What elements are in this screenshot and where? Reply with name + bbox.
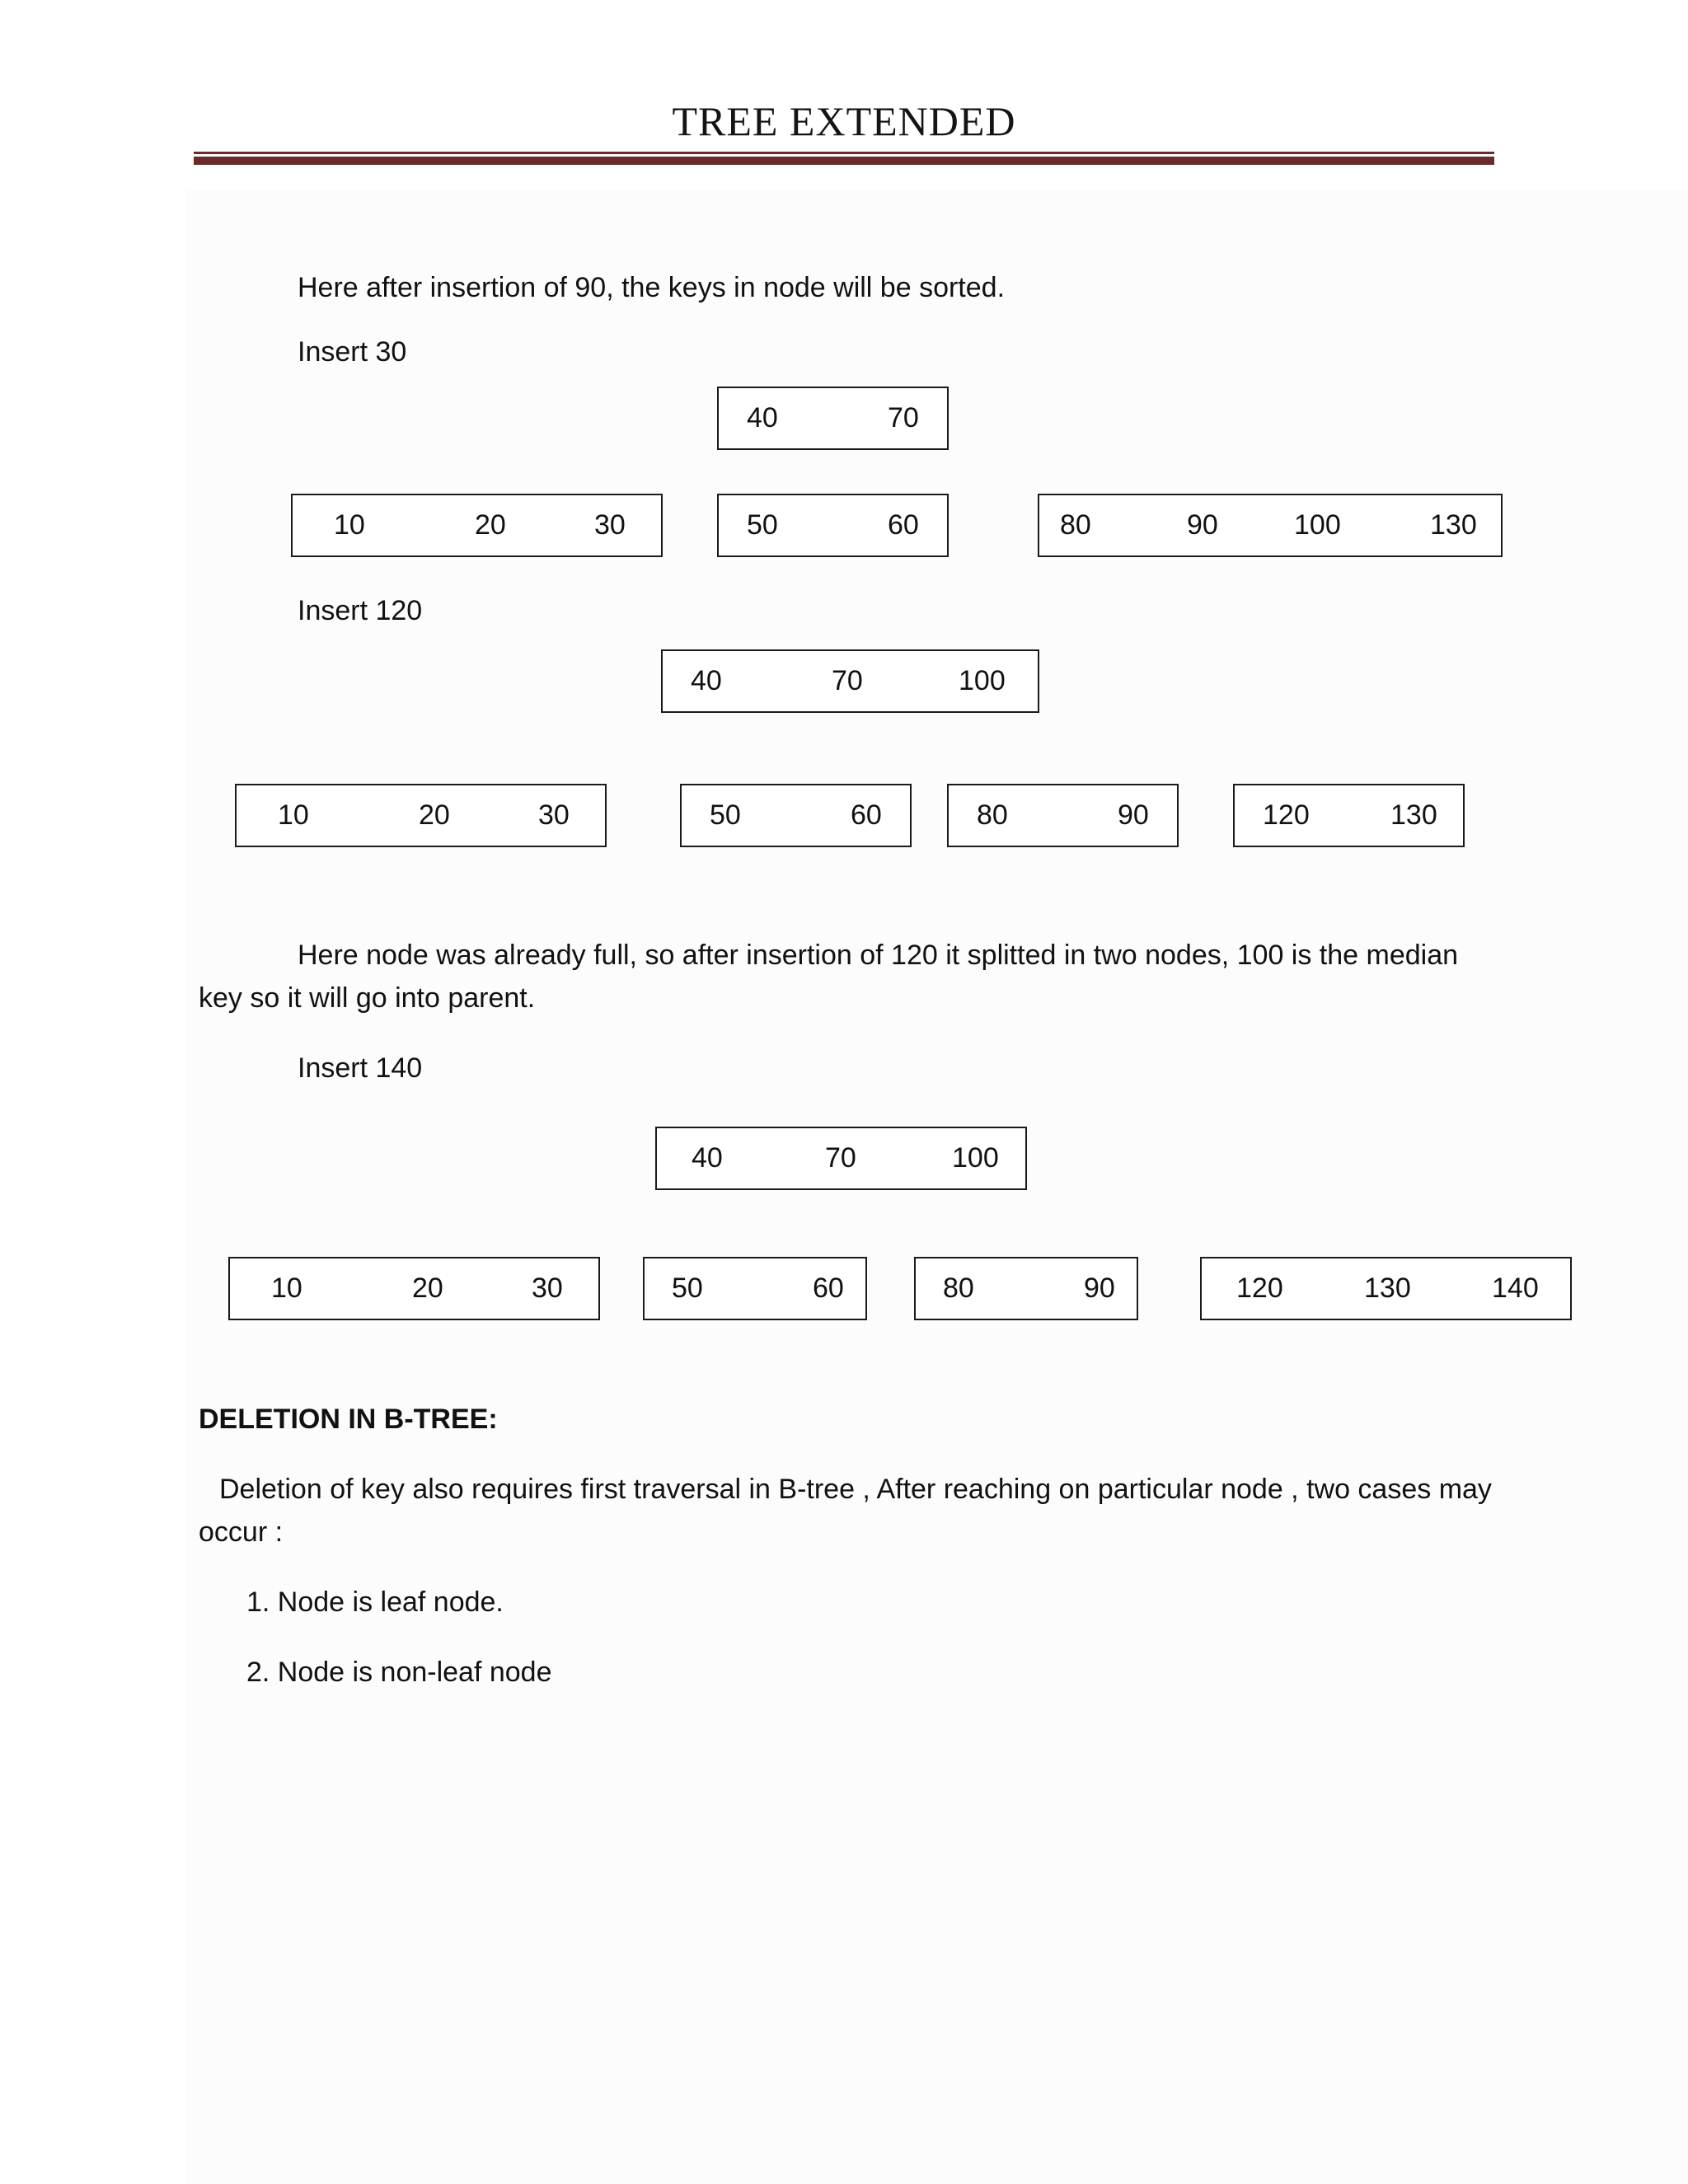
node-key: 50 [747,509,778,541]
node-key: 10 [278,799,309,831]
tree3-root-node [655,1127,1027,1190]
node-key: 130 [1364,1272,1411,1304]
node-key: 130 [1390,799,1437,831]
node-key: 50 [710,799,741,831]
tree3-leaf-node-2 [643,1257,867,1320]
node-key: 90 [1084,1272,1115,1304]
tree1-root-node [717,387,949,450]
deletion-intro-line-1: Deletion of key also requires first traversal in B-tree , After reaching on particular node , two cases may [219,1474,1492,1505]
tree2-leaf-node-4 [1233,784,1465,847]
deletion-intro-line-2: occur : [199,1516,284,1548]
section-heading-deletion: DELETION IN B-TREE: [199,1404,498,1435]
label-insert-30: Insert 30 [298,336,407,368]
paragraph-split-line-1: Here node was already full, so after insertion of 120 it splitted in two nodes, 100 is the median [298,940,1459,971]
tree3-leaf-node-3 [914,1257,1138,1320]
node-key: 10 [334,509,365,541]
node-key: 90 [1187,509,1218,541]
node-key: 70 [888,402,919,434]
node-key: 100 [952,1142,999,1174]
node-key: 40 [747,402,778,434]
node-key: 70 [825,1142,856,1174]
label-insert-140: Insert 140 [298,1052,423,1084]
label-insert-120: Insert 120 [298,595,423,626]
node-key: 60 [813,1272,844,1304]
node-key: 40 [691,665,722,696]
tree1-leaf-node-2 [717,494,949,557]
node-key: 120 [1263,799,1310,831]
header-rule-thick [194,157,1494,165]
node-key: 70 [832,665,863,696]
tree2-leaf-node-3 [947,784,1179,847]
list-item: 1. Node is leaf node. [246,1586,504,1618]
node-key: 50 [672,1272,703,1304]
node-key: 80 [943,1272,974,1304]
tree2-leaf-node-1 [235,784,607,847]
tree1-leaf-node-1 [291,494,663,557]
tree3-leaf-node-1 [228,1257,600,1320]
tree2-leaf-node-2 [680,784,912,847]
node-key: 90 [1118,799,1149,831]
node-key: 100 [959,665,1006,696]
node-key: 120 [1236,1272,1283,1304]
page-title: TREE EXTENDED [672,98,1016,144]
node-key: 100 [1294,509,1341,541]
tree2-root-node [661,649,1039,713]
node-key: 140 [1492,1272,1539,1304]
node-key: 60 [888,509,919,541]
node-key: 40 [692,1142,723,1174]
node-key: 20 [412,1272,443,1304]
node-key: 60 [851,799,882,831]
paragraph-after-insert-90: Here after insertion of 90, the keys in node will be sorted. [298,272,1006,303]
tree3-leaf-node-4 [1200,1257,1572,1320]
node-key: 30 [532,1272,563,1304]
node-key: 20 [475,509,506,541]
node-key: 30 [594,509,626,541]
header-rule-thin [194,152,1494,154]
node-key: 130 [1430,509,1477,541]
list-item: 2. Node is non-leaf node [246,1657,552,1688]
tree1-leaf-node-3 [1038,494,1503,557]
node-key: 10 [271,1272,302,1304]
node-key: 30 [538,799,570,831]
node-key: 80 [977,799,1008,831]
node-key: 20 [419,799,450,831]
paragraph-split-line-2: key so it will go into parent. [199,982,536,1014]
node-key: 80 [1060,509,1091,541]
